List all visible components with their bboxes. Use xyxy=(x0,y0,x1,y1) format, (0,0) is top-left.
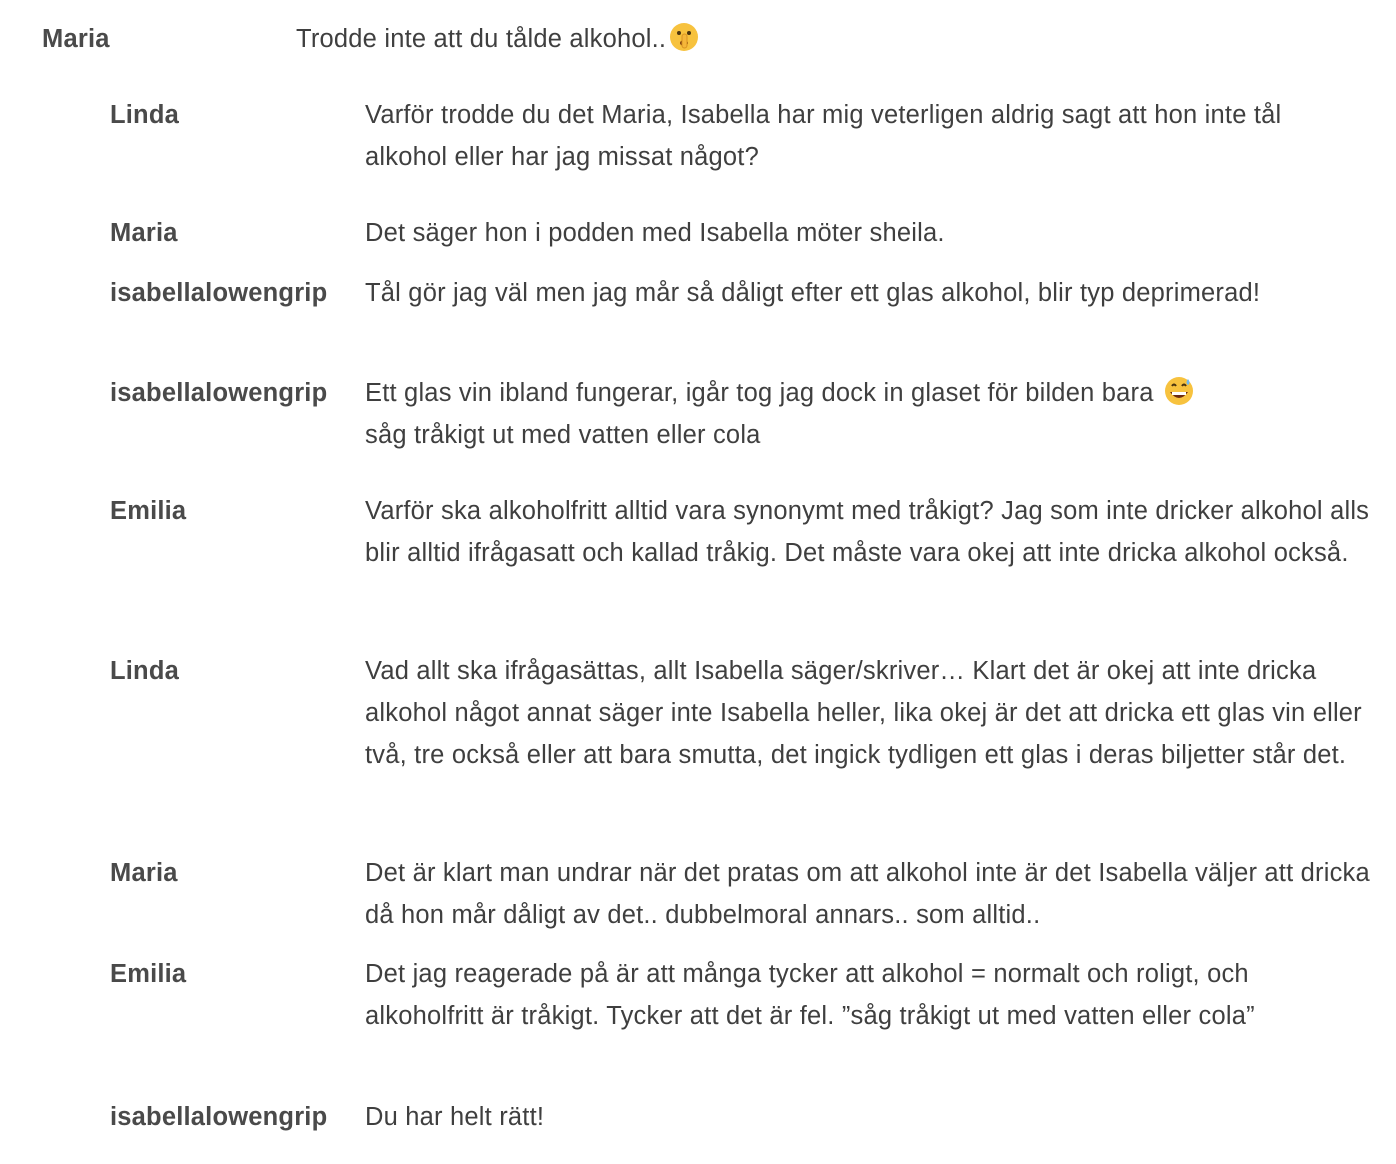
comment xyxy=(110,650,1380,822)
comment-text: Vad allt ska ifrågasättas, allt Isabella säger/skriver… Klart det är okej att inte dricka alkohol något annat säger inte Isabella heller, lika okej är det att dricka ett glas vin eller två, tre också eller att bara smutta, det ingick tydligen ett glas i deras biljetter står det. xyxy=(365,657,1362,769)
grinning-sweat-face-icon xyxy=(1163,375,1195,407)
comment-text: Varför ska alkoholfritt alltid vara synonymt med tråkigt? Jag som inte dricker alkohol alls blir alltid ifrågasatt och kallad tråkig. Det måste vara okej att inte dricka alkohol också. xyxy=(365,497,1370,567)
comment xyxy=(110,953,1380,1083)
comment-text-body: Trodde inte att du tålde alkohol.. xyxy=(296,25,667,53)
comment xyxy=(110,212,1380,256)
comment-text: Du har helt rätt! xyxy=(365,1103,545,1131)
comment-text: Tål gör jag väl men jag mår så dåligt efter ett glas alkohol, blir typ deprimerad! xyxy=(365,279,1261,307)
comment-text-continued: såg tråkigt ut med vatten eller cola xyxy=(365,421,761,449)
comment-author[interactable]: Emilia xyxy=(110,497,187,525)
comment xyxy=(110,272,1380,360)
comment-author[interactable]: Maria xyxy=(110,859,178,887)
comment-text xyxy=(365,372,1365,456)
comment-author[interactable]: isabellalowengrip xyxy=(110,1103,328,1131)
comment-text-body: Ett glas vin ibland fungerar, igår tog jag dock in glaset för bilden bara xyxy=(365,379,1154,407)
comment-text: Det säger hon i podden med Isabella möter sheila. xyxy=(365,219,945,247)
comment-text: Varför trodde du det Maria, Isabella har mig veterligen aldrig sagt att hon inte tål alkohol eller har jag missat något? xyxy=(365,101,1282,171)
comment-author[interactable]: Maria xyxy=(110,219,178,247)
comment xyxy=(110,372,1380,460)
comment-text: Det jag reagerade på är att många tycker att alkohol = normalt och roligt, och alkoholfritt är tråkigt. Tycker att det är fel. ”såg tråkigt ut med vatten eller cola” xyxy=(365,960,1255,1030)
comment xyxy=(110,94,1380,182)
comment xyxy=(110,1096,1380,1140)
comment-author[interactable]: Linda xyxy=(110,657,179,685)
comment xyxy=(110,852,1380,940)
comment xyxy=(42,18,1382,62)
comment-text: Det är klart man undrar när det pratas om att alkohol inte är det Isabella väljer att dricka då hon mår dåligt av det.. dubbelmoral annars.. som alltid.. xyxy=(365,859,1370,929)
comment-author[interactable]: isabellalowengrip xyxy=(110,379,328,407)
comment-author[interactable]: Linda xyxy=(110,101,179,129)
comment-author[interactable]: Maria xyxy=(42,25,110,53)
comment-author[interactable]: Emilia xyxy=(110,960,187,988)
comment-text xyxy=(296,18,1376,60)
comment-author[interactable]: isabellalowengrip xyxy=(110,279,328,307)
shushing-face-icon xyxy=(668,21,700,53)
comment xyxy=(110,490,1380,620)
